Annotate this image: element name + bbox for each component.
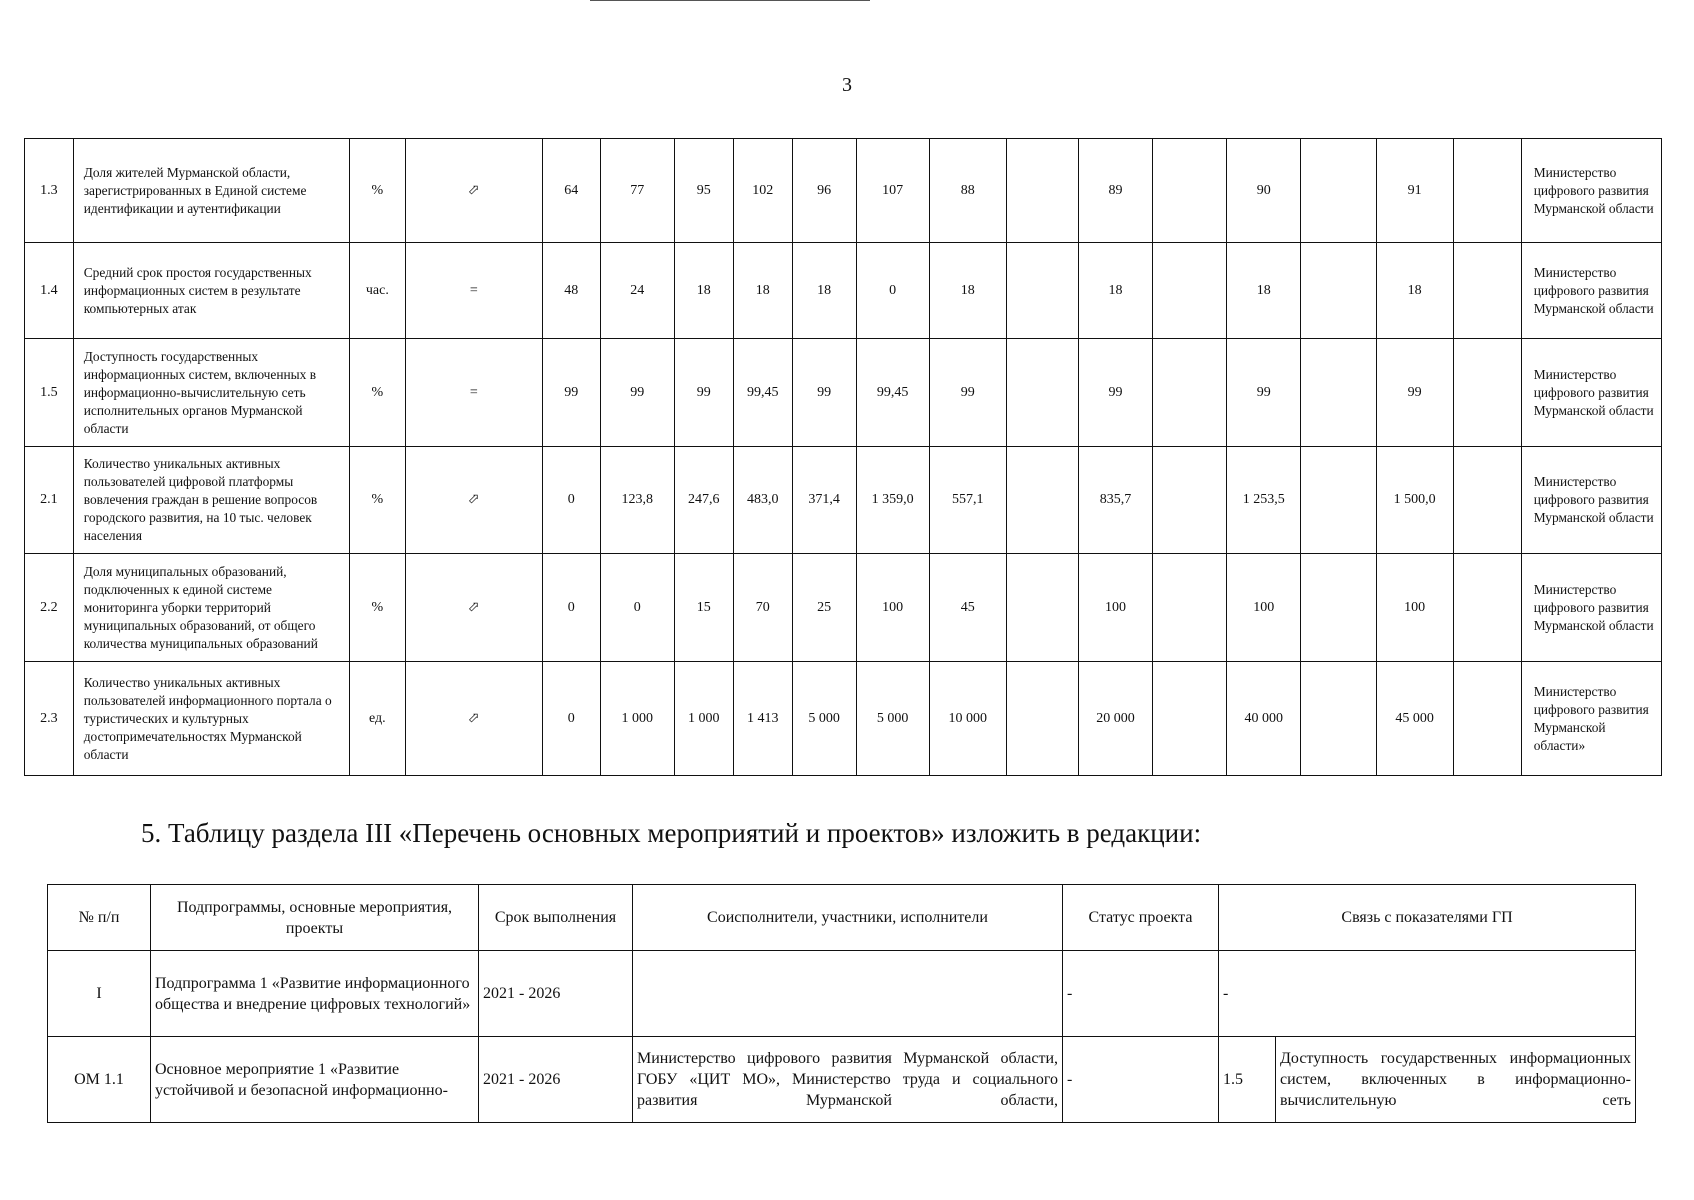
indicator-value: 48: [542, 243, 600, 339]
table-row: [25, 243, 1662, 339]
indicator-value: 107: [856, 139, 929, 243]
indicator-trend: ⬀: [405, 447, 542, 554]
top-rule: [590, 0, 870, 1]
row-link-code: 1.5: [1219, 1037, 1276, 1123]
indicator-number: 2.1: [25, 447, 74, 554]
activities-table: [47, 884, 1636, 1123]
indicator-value: [1153, 339, 1227, 447]
indicator-value: 557,1: [929, 447, 1006, 554]
indicator-value: [1006, 339, 1078, 447]
row-link-code: -: [1219, 951, 1636, 1037]
indicator-value: 1 000: [600, 662, 674, 776]
indicator-name: Доля жителей Мурманской области, зарегистрированных в Единой системе идентификации и аутентификации: [73, 139, 349, 243]
indicator-value: [1006, 139, 1078, 243]
indicator-value: [1153, 662, 1227, 776]
indicator-value: 15: [674, 554, 733, 662]
indicator-value: 1 500,0: [1376, 447, 1453, 554]
indicator-value: 18: [674, 243, 733, 339]
indicator-unit: %: [349, 339, 405, 447]
indicator-value: 45 000: [1376, 662, 1453, 776]
indicator-number: 2.2: [25, 554, 74, 662]
indicator-value: [1006, 447, 1078, 554]
indicator-value: 100: [1227, 554, 1301, 662]
row-num: I: [48, 951, 151, 1037]
indicator-unit: %: [349, 554, 405, 662]
indicator-name: Средний срок простоя государственных информационных систем в результате компьютерных атак: [73, 243, 349, 339]
indicator-value: 835,7: [1078, 447, 1152, 554]
indicator-value: 95: [674, 139, 733, 243]
table-row: [25, 554, 1662, 662]
indicator-value: 371,4: [792, 447, 856, 554]
indicator-value: [1006, 243, 1078, 339]
indicator-value: 90: [1227, 139, 1301, 243]
indicator-value: 483,0: [733, 447, 792, 554]
section-heading: 5. Таблицу раздела III «Перечень основных мероприятий и проектов» изложить в редакции:: [141, 818, 1202, 848]
indicator-value: 64: [542, 139, 600, 243]
table-row: [48, 1037, 1636, 1123]
indicator-value: 99: [542, 339, 600, 447]
row-num: ОМ 1.1: [48, 1037, 151, 1123]
indicator-value: 123,8: [600, 447, 674, 554]
indicator-value: [1453, 139, 1521, 243]
indicator-value: [1453, 447, 1521, 554]
indicator-value: [1301, 243, 1376, 339]
table-row: [25, 447, 1662, 554]
indicator-value: 99: [792, 339, 856, 447]
indicator-responsible: Министерство цифрового развития Мурманской области»: [1521, 662, 1661, 776]
indicator-unit: %: [349, 447, 405, 554]
indicator-value: 45: [929, 554, 1006, 662]
indicator-responsible: Министерство цифрового развития Мурманской области: [1521, 339, 1661, 447]
indicator-trend: ⬀: [405, 662, 542, 776]
table-row: [25, 139, 1662, 243]
indicator-value: 1 413: [733, 662, 792, 776]
indicator-value: 5 000: [792, 662, 856, 776]
indicator-unit: ед.: [349, 662, 405, 776]
indicator-name: Количество уникальных активных пользователей информационного портала о туристических и культурных достопримечательностях Мурманской области: [73, 662, 349, 776]
indicators-table: [24, 138, 1662, 776]
indicator-value: 24: [600, 243, 674, 339]
header-num: № п/п: [48, 885, 151, 951]
indicator-value: [1301, 447, 1376, 554]
page-number: 3: [842, 74, 852, 96]
row-executors: [633, 951, 1063, 1037]
indicator-responsible: Министерство цифрового развития Мурманской области: [1521, 139, 1661, 243]
indicator-trend: =: [405, 243, 542, 339]
indicator-value: 100: [856, 554, 929, 662]
indicator-value: 18: [1376, 243, 1453, 339]
indicator-value: [1006, 662, 1078, 776]
indicator-value: 0: [600, 554, 674, 662]
row-status: -: [1063, 951, 1219, 1037]
indicator-value: [1301, 339, 1376, 447]
indicator-value: 99: [674, 339, 733, 447]
indicator-value: 20 000: [1078, 662, 1152, 776]
indicator-value: 18: [733, 243, 792, 339]
indicator-value: 0: [542, 554, 600, 662]
indicator-value: [1153, 554, 1227, 662]
table-row: [25, 662, 1662, 776]
indicator-value: [1153, 243, 1227, 339]
row-name: Подпрограмма 1 «Развитие информационного общества и внедрение цифровых технологий»: [151, 951, 479, 1037]
indicator-value: [1453, 243, 1521, 339]
indicator-value: 0: [542, 447, 600, 554]
indicator-value: 99: [1227, 339, 1301, 447]
indicator-number: 1.3: [25, 139, 74, 243]
activities-header-row: [48, 885, 1636, 951]
indicator-unit: час.: [349, 243, 405, 339]
indicator-value: 25: [792, 554, 856, 662]
indicator-value: 10 000: [929, 662, 1006, 776]
indicator-value: [1153, 447, 1227, 554]
indicator-value: 0: [856, 243, 929, 339]
indicator-value: 99: [929, 339, 1006, 447]
indicator-value: [1453, 554, 1521, 662]
header-status: Статус проекта: [1063, 885, 1219, 951]
indicator-value: 1 000: [674, 662, 733, 776]
indicator-name: Доля муниципальных образований, подключенных к единой системе мониторинга уборки территорий муниципальных образований, от общего количества муниципальных образований: [73, 554, 349, 662]
indicator-name: Количество уникальных активных пользователей цифровой платформы вовлечения граждан в решение вопросов городского развития, на 10 тыс. человек населения: [73, 447, 349, 554]
header-name: Подпрограммы, основные мероприятия, проекты: [151, 885, 479, 951]
indicator-value: 99,45: [733, 339, 792, 447]
table-row: [48, 951, 1636, 1037]
indicator-name: Доступность государственных информационных систем, включенных в информационно-вычислительную сеть исполнительных органов Мурманской области: [73, 339, 349, 447]
indicator-trend: ⬀: [405, 554, 542, 662]
indicator-value: 18: [792, 243, 856, 339]
indicator-value: [1453, 662, 1521, 776]
row-status: -: [1063, 1037, 1219, 1123]
indicator-trend: =: [405, 339, 542, 447]
indicator-value: [1301, 139, 1376, 243]
indicator-value: 0: [542, 662, 600, 776]
indicator-value: 247,6: [674, 447, 733, 554]
indicator-value: 100: [1078, 554, 1152, 662]
indicator-number: 1.5: [25, 339, 74, 447]
indicator-value: 5 000: [856, 662, 929, 776]
row-name: Основное мероприятие 1 «Развитие устойчивой и безопасной информационно-: [151, 1037, 479, 1123]
indicator-value: 99,45: [856, 339, 929, 447]
indicator-value: [1453, 339, 1521, 447]
indicator-value: 102: [733, 139, 792, 243]
indicator-unit: %: [349, 139, 405, 243]
indicator-number: 1.4: [25, 243, 74, 339]
indicator-value: 96: [792, 139, 856, 243]
indicator-value: [1153, 139, 1227, 243]
indicator-responsible: Министерство цифрового развития Мурманской области: [1521, 447, 1661, 554]
indicator-value: [1301, 662, 1376, 776]
indicator-value: 91: [1376, 139, 1453, 243]
row-executors: Министерство цифрового развития Мурманской области, ГОБУ «ЦИТ МО», Министерство труда и социального развития Мурманской области,: [633, 1037, 1063, 1123]
indicator-responsible: Министерство цифрового развития Мурманской области: [1521, 243, 1661, 339]
row-term: 2021 - 2026: [479, 951, 633, 1037]
indicator-value: 88: [929, 139, 1006, 243]
indicator-value: 40 000: [1227, 662, 1301, 776]
indicator-value: 18: [929, 243, 1006, 339]
header-executors: Соисполнители, участники, исполнители: [633, 885, 1063, 951]
indicator-value: 1 253,5: [1227, 447, 1301, 554]
indicator-value: 99: [600, 339, 674, 447]
row-link-text: Доступность государственных информационных систем, включенных в информационно-вычислительную сеть: [1276, 1037, 1636, 1123]
indicator-value: 18: [1227, 243, 1301, 339]
indicator-value: [1006, 554, 1078, 662]
indicator-value: 1 359,0: [856, 447, 929, 554]
indicator-trend: ⬀: [405, 139, 542, 243]
indicator-responsible: Министерство цифрового развития Мурманской области: [1521, 554, 1661, 662]
header-term: Срок выполнения: [479, 885, 633, 951]
table-row: [25, 339, 1662, 447]
indicator-value: 100: [1376, 554, 1453, 662]
indicator-value: 99: [1376, 339, 1453, 447]
indicator-value: 89: [1078, 139, 1152, 243]
indicator-value: 99: [1078, 339, 1152, 447]
row-term: 2021 - 2026: [479, 1037, 633, 1123]
indicator-value: 70: [733, 554, 792, 662]
indicator-number: 2.3: [25, 662, 74, 776]
indicator-value: 18: [1078, 243, 1152, 339]
indicator-value: [1301, 554, 1376, 662]
header-link: Связь с показателями ГП: [1219, 885, 1636, 951]
indicator-value: 77: [600, 139, 674, 243]
